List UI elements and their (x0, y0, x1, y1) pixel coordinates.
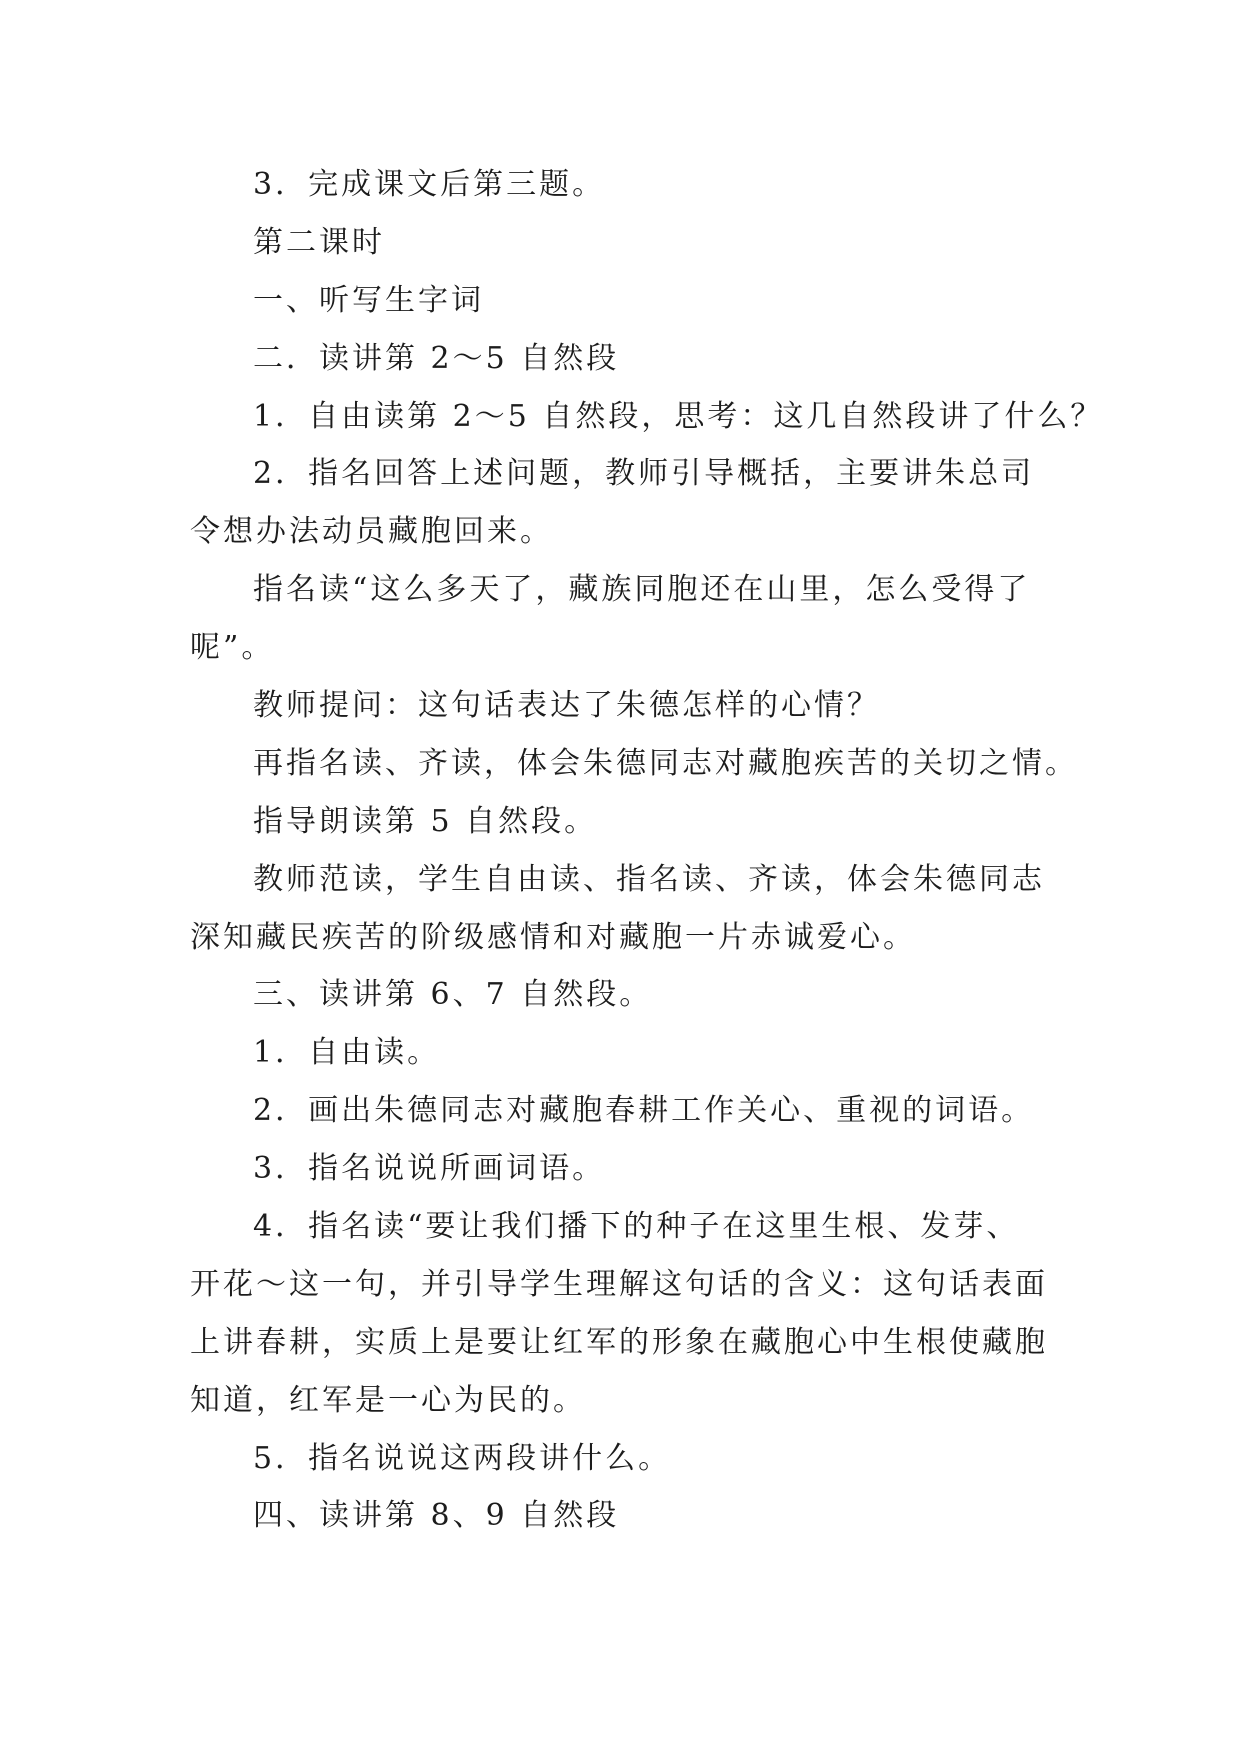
paragraph-line: 三、读讲第 6、7 自然段。 (253, 977, 653, 1013)
paragraph (190, 851, 1090, 967)
paragraph (190, 1430, 1090, 1488)
paragraph (190, 793, 1090, 851)
paragraph (190, 561, 1090, 677)
paragraph (190, 1082, 1090, 1140)
paragraph (190, 677, 1090, 735)
section-heading (190, 966, 1090, 1024)
paragraph (190, 1024, 1090, 1082)
paragraph-line: 知道，红军是一心为民的。 (190, 1382, 586, 1418)
paragraph-line: 呢”。 (190, 630, 275, 666)
paragraph-line: 1．自由读第 2～5 自然段，思考：这几自然段讲了什么？ (253, 398, 1104, 434)
paragraph (190, 1140, 1090, 1198)
paragraph-line: 第二课时 (253, 224, 385, 260)
section-heading (190, 214, 1090, 272)
paragraph-line: 深知藏民疾苦的阶级感情和对藏胞一片赤诚爱心。 (190, 919, 916, 955)
paragraph-line: 2．指名回答上述问题，教师引导概括，主要讲朱总司 (253, 456, 1035, 492)
paragraph-line: 教师提问：这句话表达了朱德怎样的心情？ (253, 688, 880, 724)
section-heading (190, 272, 1090, 330)
section-heading (190, 1487, 1090, 1545)
paragraph (190, 156, 1090, 214)
paragraph (190, 445, 1090, 561)
paragraph-line: 二．读讲第 2～5 自然段 (253, 340, 620, 376)
paragraph-line: 3．指名说说所画词语。 (253, 1151, 606, 1187)
paragraph-line: 指名读“这么多天了，藏族同胞还在山里，怎么受得了 (253, 572, 1031, 608)
document-body (190, 156, 1104, 1545)
paragraph-line: 令想办法动员藏胞回来。 (190, 514, 553, 550)
paragraph-line: 4．指名读“要让我们播下的种子在这里生根、发芽、 (253, 1209, 1020, 1245)
paragraph-line: 再指名读、齐读，体会朱德同志对藏胞疾苦的关切之情。 (253, 745, 1078, 781)
paragraph-line: 四、读讲第 8、9 自然段 (253, 1498, 620, 1534)
paragraph-line: 上讲春耕，实质上是要让红军的形象在藏胞心中生根使藏胞 (190, 1324, 1048, 1360)
paragraph (190, 735, 1090, 793)
section-heading (190, 330, 1090, 388)
paragraph-line: 3．完成课文后第三题。 (253, 167, 606, 202)
paragraph-line: 1．自由读。 (253, 1035, 441, 1071)
paragraph-line: 5．指名说说这两段讲什么。 (253, 1440, 672, 1476)
paragraph-line: 一、听写生字词 (253, 282, 484, 318)
paragraph-line: 指导朗读第 5 自然段。 (253, 803, 598, 839)
paragraph-line: 开花～这一句，并引导学生理解这句话的含义：这句话表面 (190, 1266, 1048, 1302)
paragraph (190, 388, 1104, 446)
paragraph-line: 2．画出朱德同志对藏胞春耕工作关心、重视的词语。 (253, 1093, 1035, 1129)
paragraph-line: 教师范读，学生自由读、指名读、齐读，体会朱德同志 (253, 861, 1045, 897)
paragraph (190, 1198, 1090, 1430)
